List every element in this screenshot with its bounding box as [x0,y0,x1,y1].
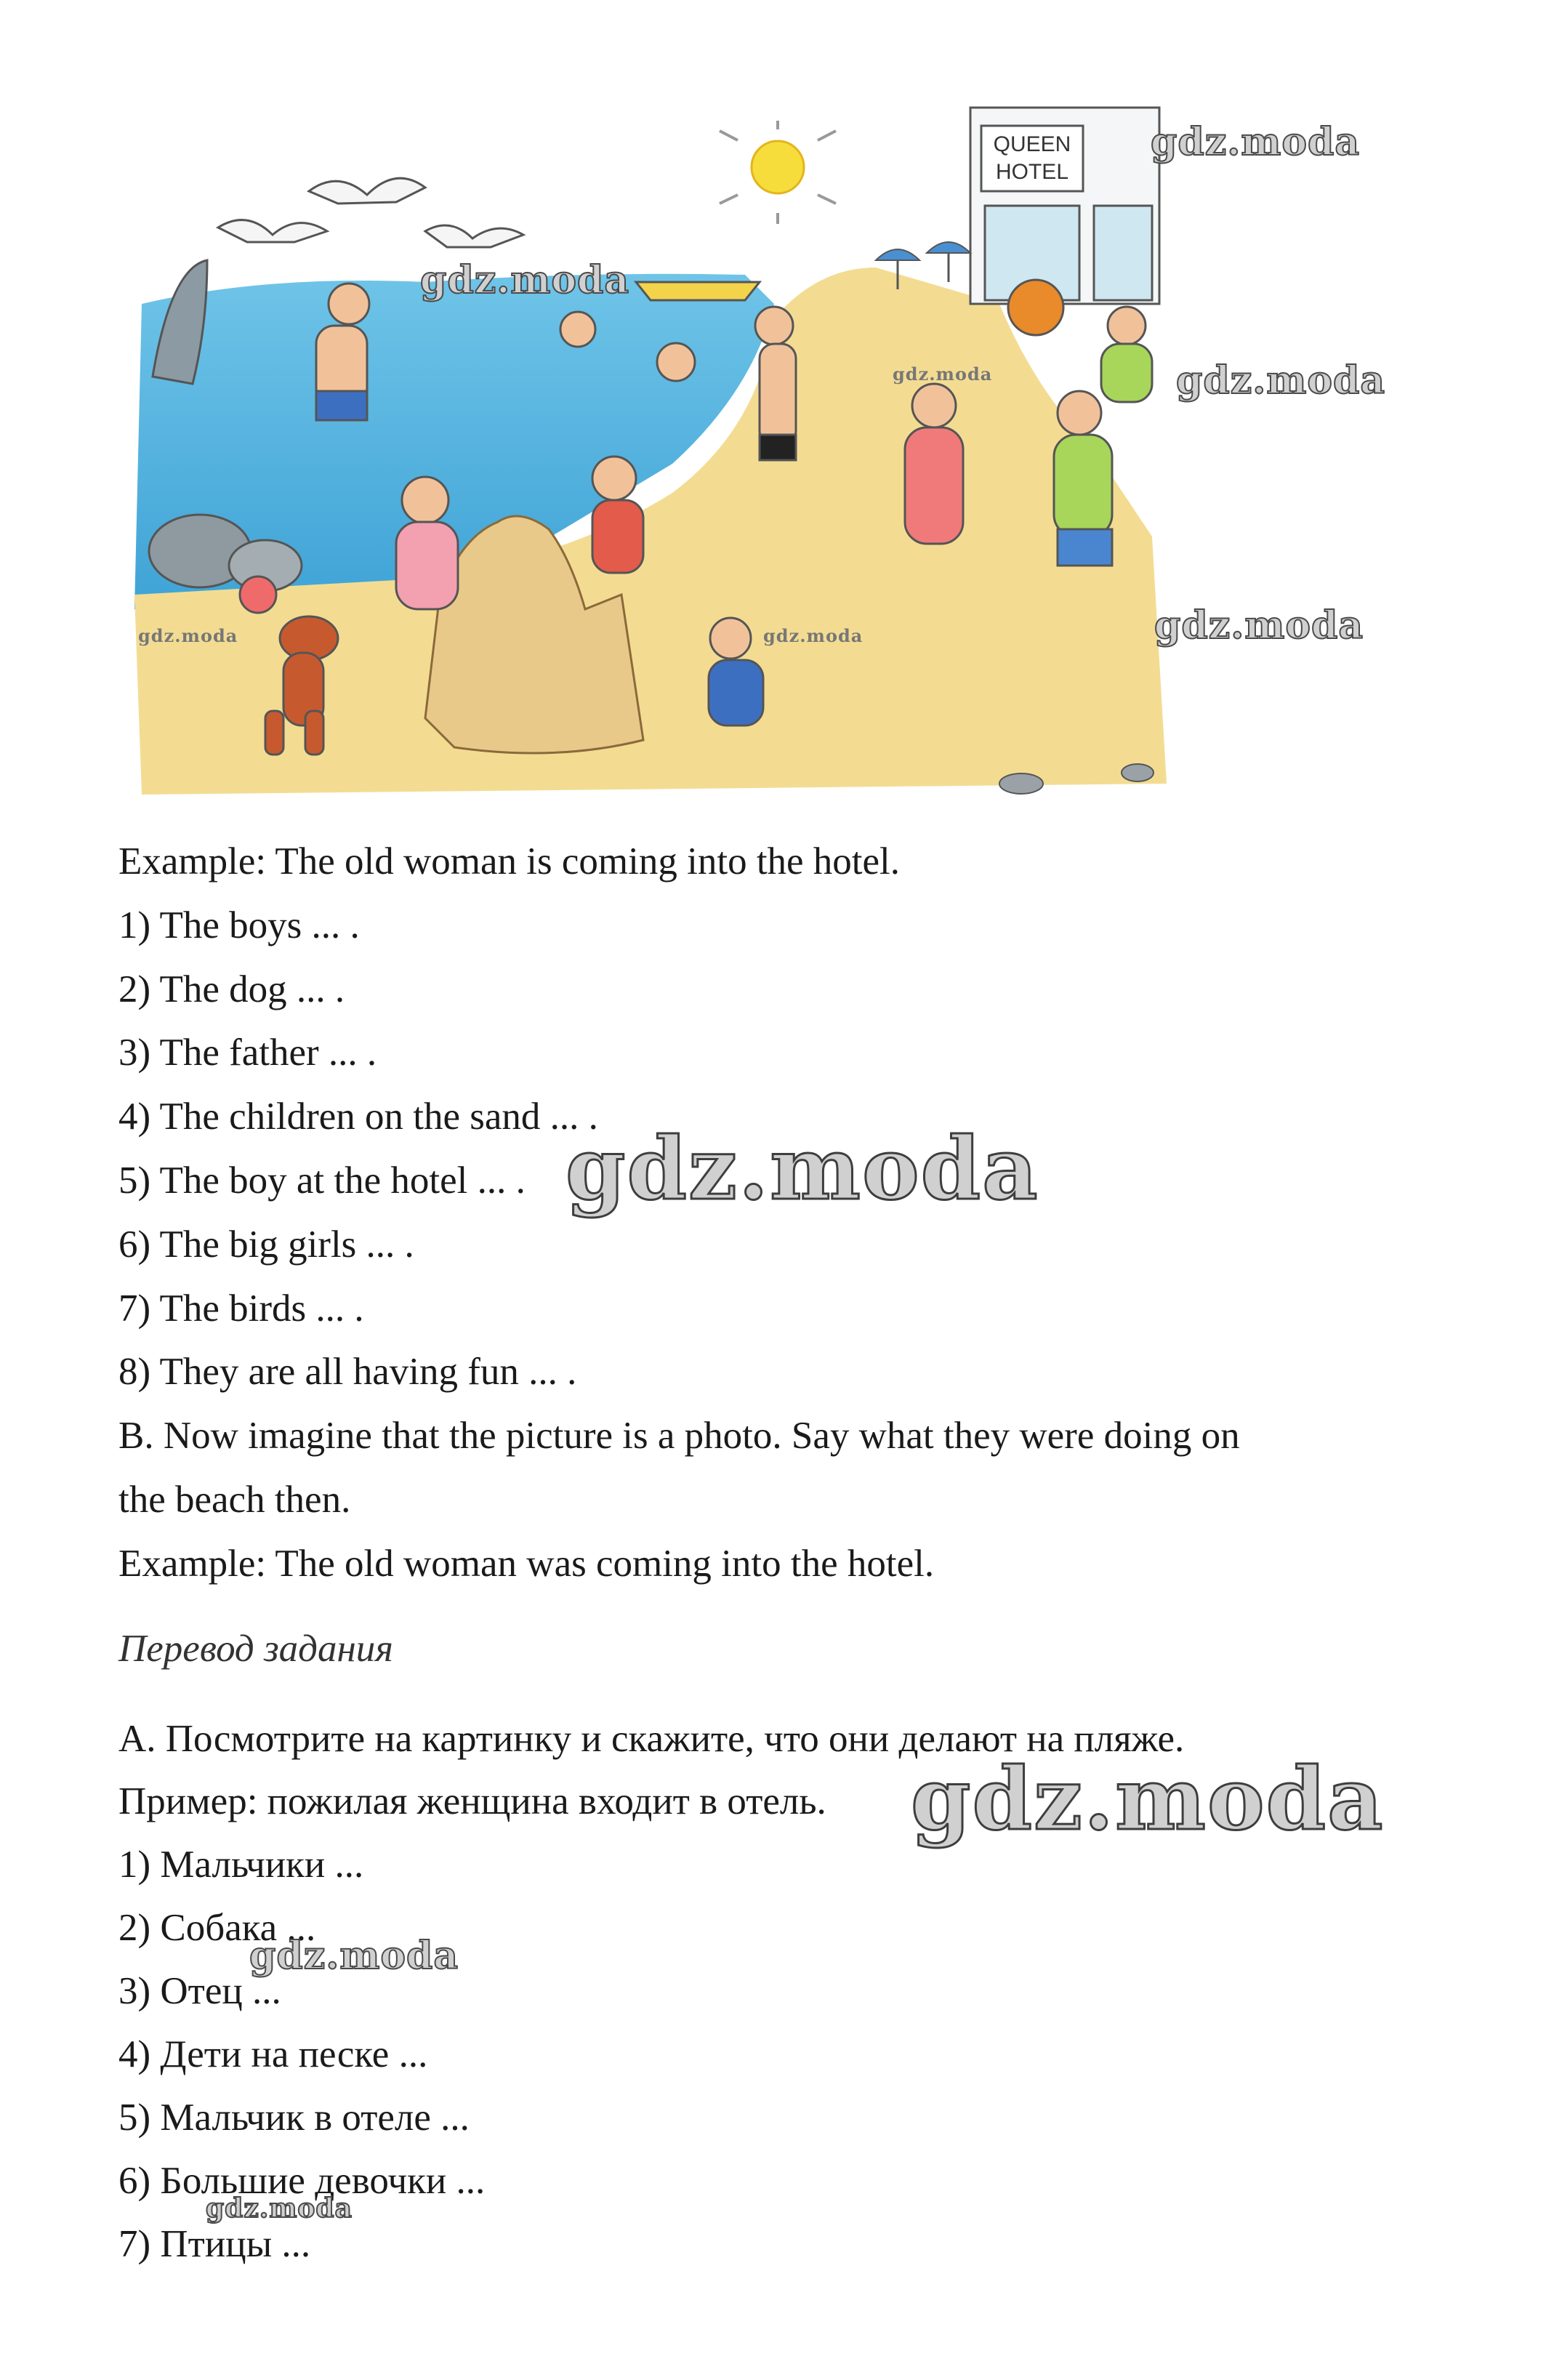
boat [636,282,760,300]
sun-icon [752,141,804,193]
watermark-logo: gdz.moda [911,1748,1385,1849]
watermark-logo: gdz.moda [420,258,630,302]
exercise-a-item: 2) The dog ... . [118,968,345,1010]
hotel-sign-line1: QUEEN [993,132,1071,156]
watermark-logo: gdz.moda [565,1118,1039,1219]
translation-item: 4) Дети на песке ... [118,2033,428,2075]
exercise-a-item: 6) The big girls ... . [118,1223,414,1266]
exercise-b-instruction: the beach then. [118,1479,351,1521]
hotel-building [970,108,1159,304]
beach-illustration [120,86,1201,805]
exercise-b-instruction: B. Now imagine that the picture is a photo. Say what they were doing on [118,1415,1240,1457]
watermark-logo: gdz.moda [249,1934,459,1978]
watermark-logo: gdz.moda [763,625,863,646]
translation-item: 6) Большие девочки ... [118,2160,486,2202]
watermark-logo: gdz.moda [893,363,993,385]
watermark-logo: gdz.moda [1151,120,1361,164]
watermark-logo: gdz.moda [206,2193,353,2224]
translation-item: 7) Птицы ... [118,2223,311,2265]
exercise-a-example: Example: The old woman is coming into the hotel. [118,840,901,883]
translation-instruction: А. Посмотрите на картинку и скажите, что они делают на пляже. [118,1718,1185,1760]
translation-example: Пример: пожилая женщина входит в отель. [118,1780,826,1822]
exercise-a-item: 4) The children on the sand ... . [118,1095,598,1138]
translation-heading: Перевод задания [118,1628,393,1670]
beach-ball [240,576,276,613]
hotel-sign-line2: HOTEL [995,160,1069,184]
exercise-a-item: 3) The father ... . [118,1032,377,1074]
exercise-a-item: 5) The boy at the hotel ... . [118,1159,526,1202]
translation-item: 5) Мальчик в отеле ... [118,2096,470,2139]
translation-item: 3) Отец ... [118,1970,281,2012]
watermark-logo: gdz.moda [1176,358,1386,403]
exercise-a-item: 1) The boys ... . [118,904,360,946]
exercise-a-item: 7) The birds ... . [118,1287,364,1330]
exercise-b-example: Example: The old woman was coming into the hotel. [118,1543,935,1585]
translation-item: 2) Собака ... [118,1907,316,1949]
translation-item: 1) Мальчики ... [118,1844,364,1886]
watermark-logo: gdz.moda [1154,603,1364,648]
exercise-a-item: 8) They are all having fun ... . [118,1351,577,1393]
volleyball [1008,280,1063,335]
watermark-logo: gdz.moda [138,625,238,646]
